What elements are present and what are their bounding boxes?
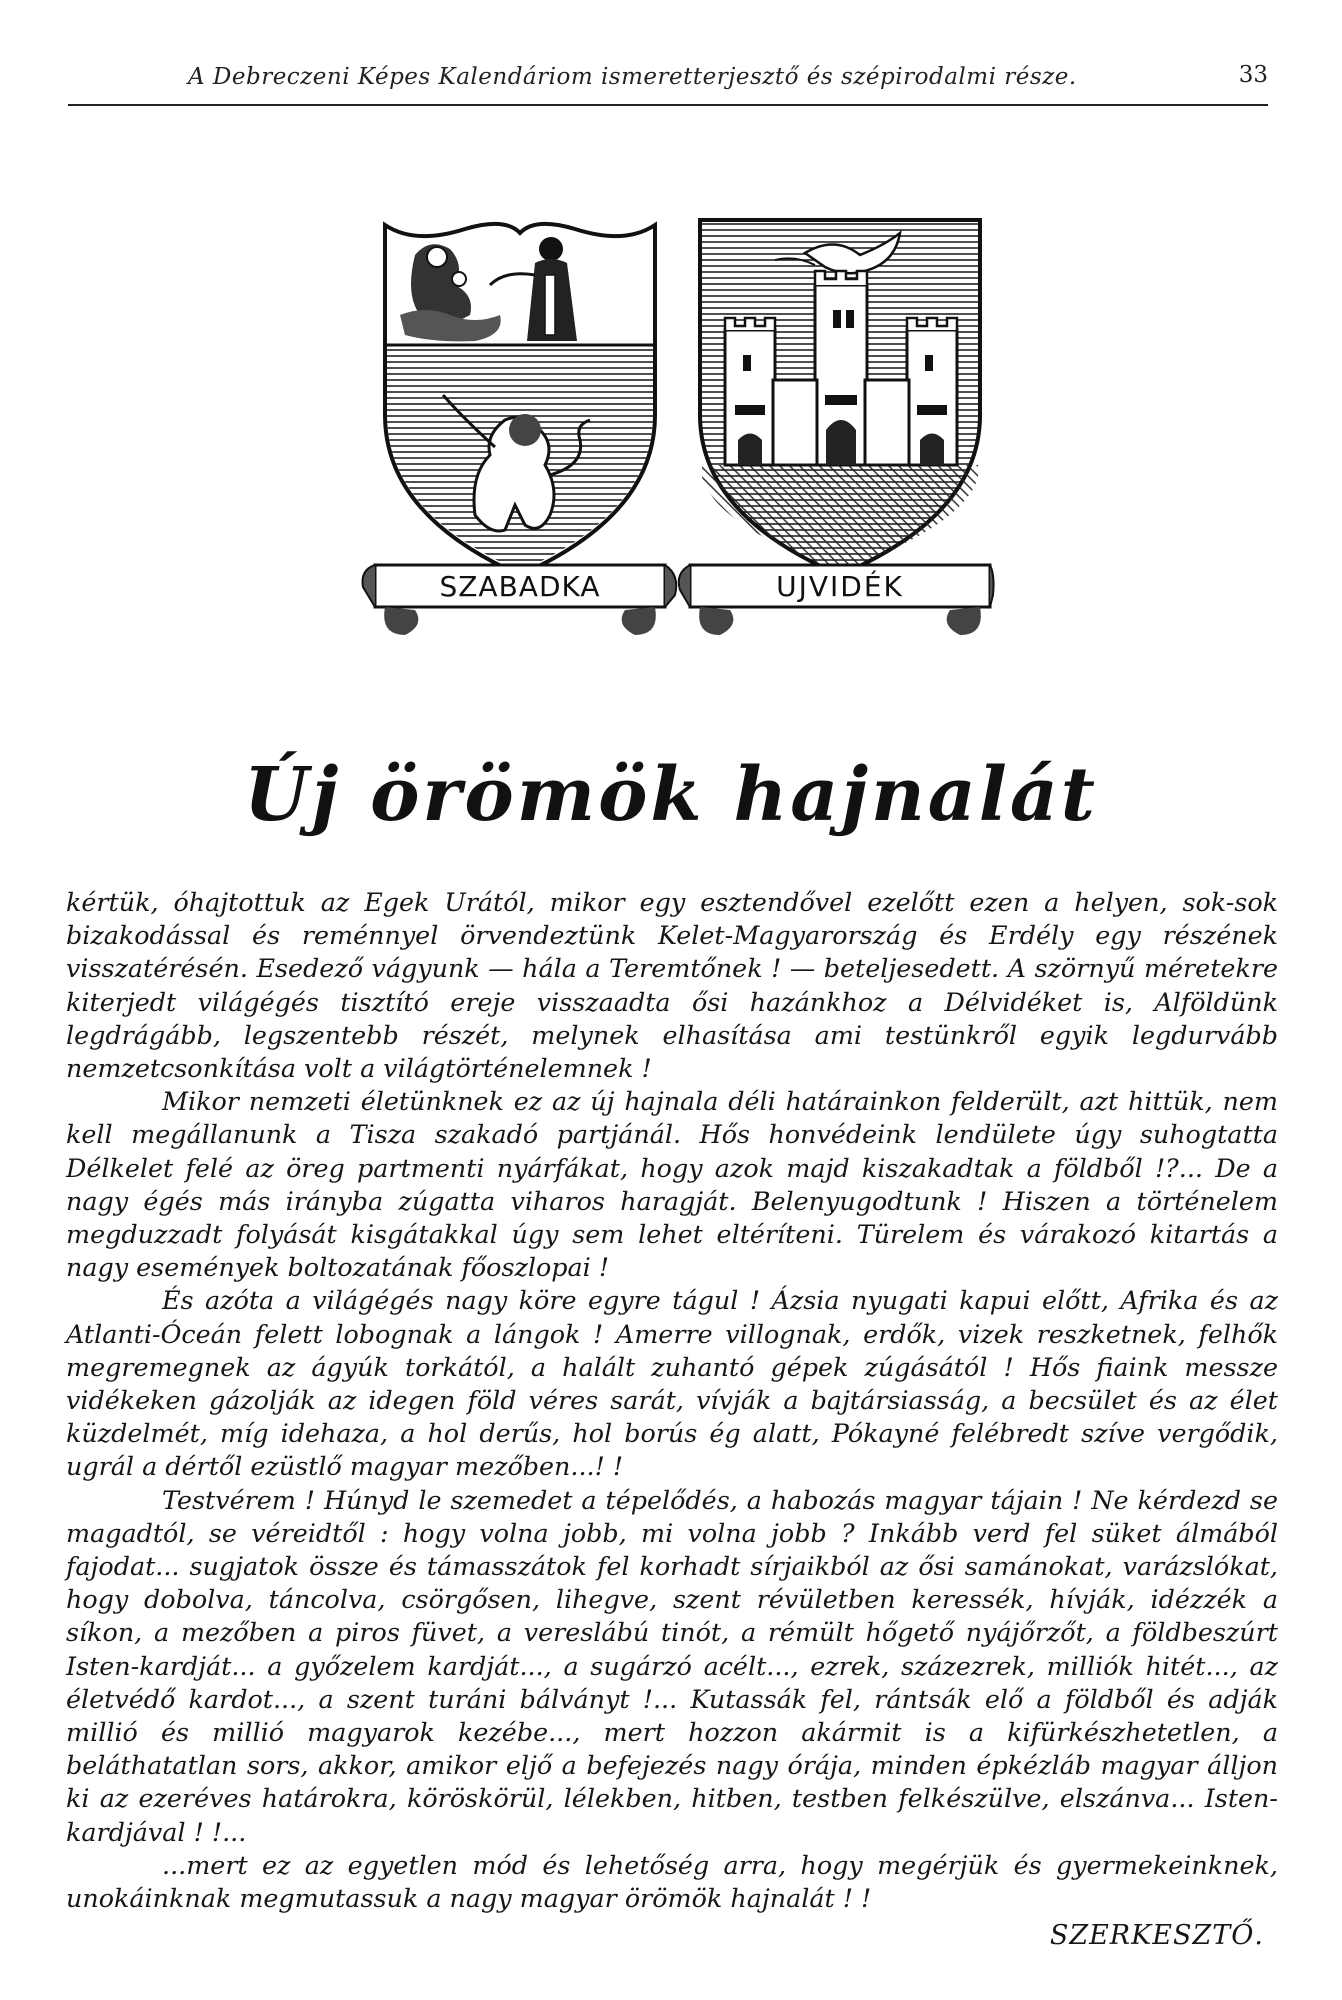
ujvidek-label: UJVIDÉK	[776, 570, 904, 603]
szabadka-banner	[363, 565, 677, 635]
article-paragraph: ...mert ez az egyetlen mód és lehetőség arra, hogy megérjük és gyermekeinknek, unokáinknak megmutassuk a nagy magyar örömök hajnalát ! !	[66, 1849, 1278, 1914]
article-title: Új örömök hajnalát	[244, 752, 1098, 838]
header-title: A Debreczeni Képes Kalendáriom ismeretterjesztő és szépirodalmi része.	[188, 64, 1077, 90]
article-body	[66, 886, 1278, 1915]
article-paragraph: kértük, óhajtottuk az Egek Urától, mikor egy esztendővel ezelőtt ezen a helyen, sok-sok bizakodással és reménnyel örvendeztünk Kelet-Magyarország és Erdély egy részének visszatérésén. Esedező vágyunk — hála a Teremtőnek ! — beteljesedett. A szörnyű méretekre kiterjedt világégés tisztító ereje visszaadta ősi hazánkhoz a Délvidéket is, Alföldünk legdrágább, legszentebb részét, melynek elhasítása ami testünkről egyik legdurvább nemzetcsonkítása volt a világtörténelemnek !	[66, 887, 1278, 1084]
running-header	[68, 58, 1268, 106]
page-number: 33	[1238, 62, 1268, 88]
coats-of-arms	[355, 215, 995, 685]
article-paragraph: Testvérem ! Húnyd le szemedet a tépelődés, a habozás magyar tájain ! Ne kérdezd se magadtól, se véreidtől : hogy volna jobb, mi volna jobb ? Inkább verd fel süket álmából fajodat... sugjatok össze és támasszátok fel korhadt sírjaikból az ősi samánokat, varázslókat, hogy dobolva, táncolva, csörgősen, lihegve, szent révületben keressék, hívják, idézzék a síkon, a mezőben a piros füvet, a vereslábú tinót, a rémült hőgető nyájőrzőt, a földbeszúrt Isten-kardját... a győzelem kardját..., a sugárzó acélt..., ezrek, százezrek, milliók hitét..., az életvédő kardot..., a szent turáni bálványt !... Kutassák fel, rántsák elő a földből és adják millió és millió magyarok kezébe..., mert hozzon akármit is a kifürkészhetetlen, a beláthatatlan sors, akkor, amikor eljő a befejezés nagy órája, minden épkézláb magyar álljon ki az ezeréves határokra, köröskörül, lélekben, hitben, testben felkészülve, elszánva... Isten-kardjával ! !...	[66, 1484, 1278, 1847]
article-paragraph: Mikor nemzeti életünknek ez az új hajnala déli határainkon felderült, azt hittük, nem kell megállanunk a Tisza szakadó partjánál. Hős honvédeink lendülete úgy suhogtatta Délkelet felé az öreg partmenti nyárfákat, hogy azok majd kiszakadtak a földből !?... De a nagy égés más irányba zúgatta viharos haragját. Belenyugodtunk ! Hiszen a történelem megduzzadt folyását kisgátakkal úgy sem lehet eltéríteni. Türelem és várakozó kitartás a nagy események boltozatának főoszlopai !	[66, 1086, 1278, 1283]
ujvidek-banner	[679, 565, 994, 635]
szabadka-label: SZABADKA	[439, 570, 601, 603]
ujvidek-coat-of-arms	[679, 220, 994, 635]
szabadka-coat-of-arms	[363, 224, 677, 635]
article-paragraph: És azóta a világégés nagy köre egyre tágul ! Ázsia nyugati kapui előtt, Afrika és az Atlanti-Óceán felett lobognak a lángok ! Amerre villognak, erdők, vizek reszketnek, felhők megremegnek az ágyúk torkától, a halált zuhantó gépek zúgásától ! Hős fiaink messze vidékeken gázolják az idegen föld véres sarát, vívják a bajtársiasság, a becsület és az élet küzdelmét, míg idehaza, a hol derűs, hol borús ég alatt, Pókayné felébredt szíve vergődik, ugrál a dértől ezüstlő magyar mezőben...! !	[66, 1285, 1278, 1482]
signature: SZERKESZTŐ.	[1049, 1920, 1264, 1951]
